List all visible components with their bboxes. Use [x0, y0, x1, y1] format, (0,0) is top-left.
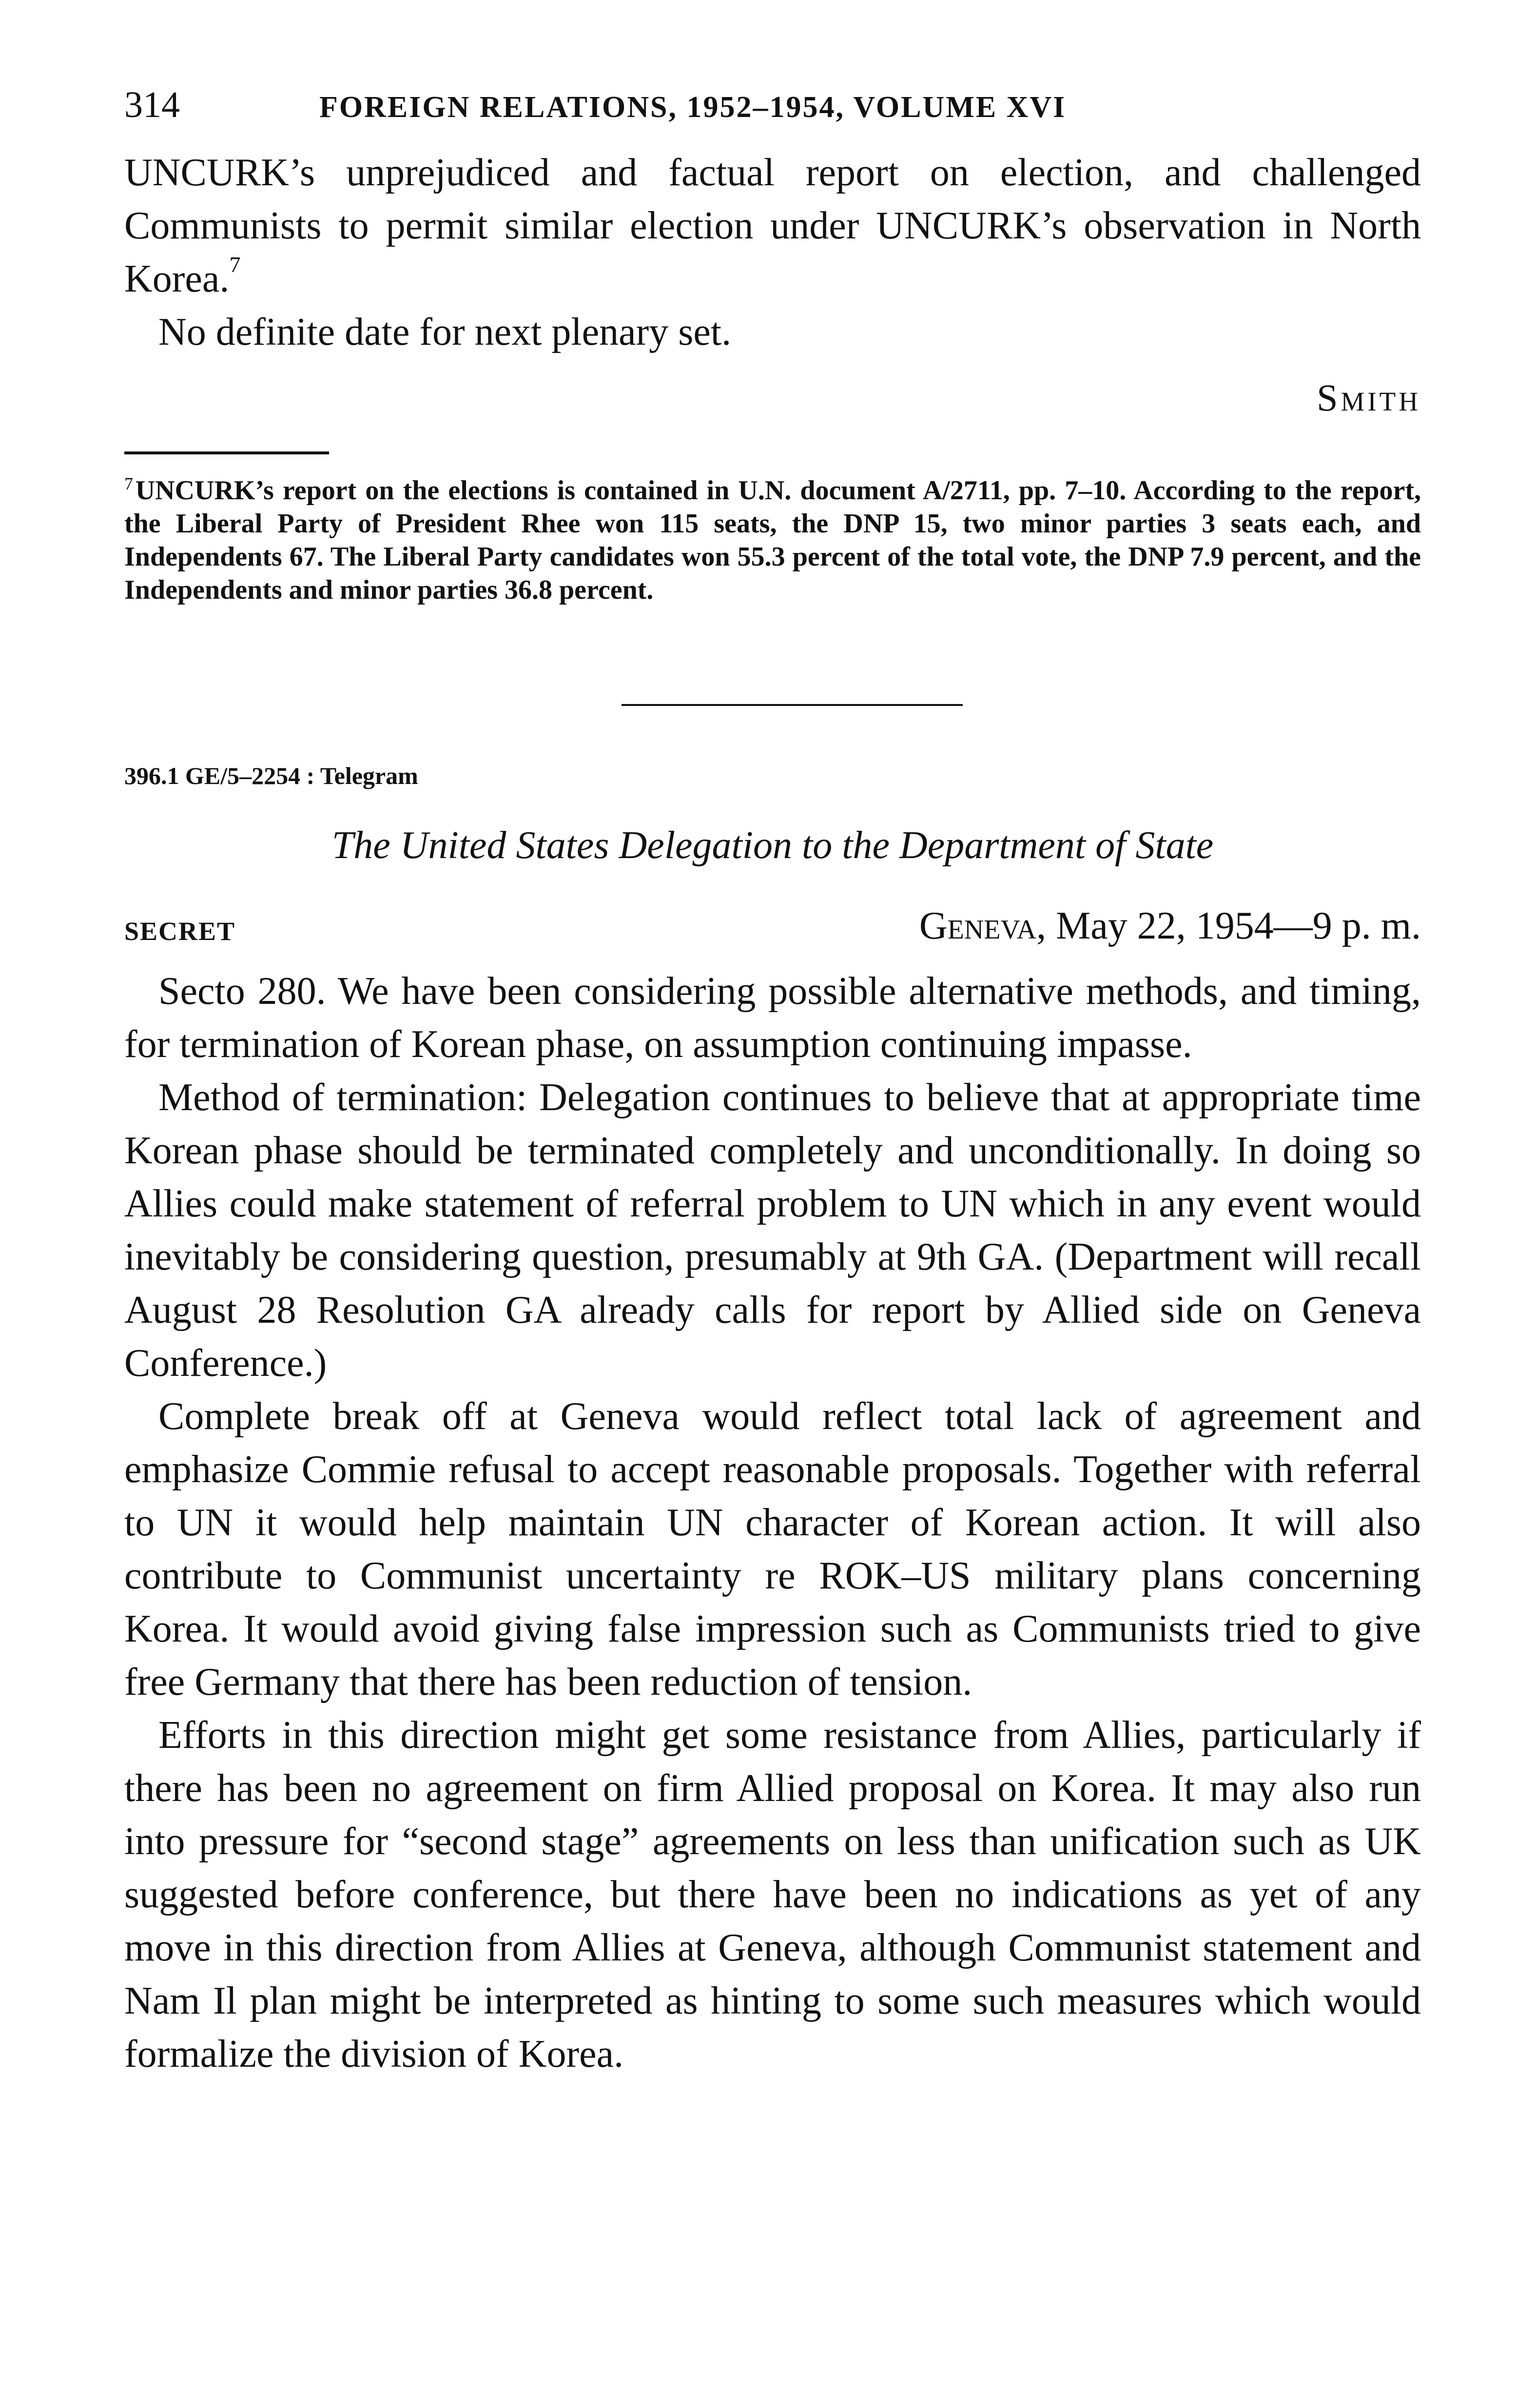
signature: Smith — [1317, 376, 1421, 419]
dateline-date: May 22, 1954—9 p. m. — [1056, 904, 1421, 947]
footnote — [124, 474, 1421, 607]
continued-paragraph — [124, 146, 1421, 306]
dateline-place: Geneva, — [919, 904, 1047, 947]
paragraph-method: Method of termination: Delegation continues to believe that at appropriate time Korean phase should be terminated completely and unconditionally. In doing so Allies could make statement of referral problem to UN which in any event would inevitably be considering question, presumably at 9th GA. (Department will recall August 28 Resolution GA already calls for report by Allied side on Geneva Conference.) — [124, 1076, 1421, 1385]
paragraph-efforts: Efforts in this direction might get some resistance from Allies, particularly if there has been no agreement on firm Allied proposal on Korea. It may also run into pressure for “second stage” agreements on less than unification such as UK suggested before conference, but there have been no indications as yet of any move in this direction from Allies at Geneva, although Communist statement and Nam Il plan might be interpreted as hinting to some such measures which would formalize the division of Korea. — [124, 1714, 1421, 2075]
document-page — [124, 73, 1421, 2081]
page-number: 314 — [124, 84, 180, 125]
classification-label: SECRET — [124, 917, 236, 946]
footnote-rule — [124, 451, 329, 454]
dateline — [919, 901, 1421, 950]
document-title: The United States Delegation to the Department of State — [331, 824, 1214, 867]
paragraph-break-off: Complete break off at Geneva would reflect total lack of agreement and emphasize Commie refusal to accept reasonable proposals. Together with referral to UN it would help maintain UN character of Korean action. It will also contribute to Communist uncertainty re ROK–US military plans concerning Korea. It would avoid giving false impression such as Communists tried to give free Germany that there has been reduction of tension. — [124, 1395, 1421, 1703]
footnote-text: UNCURK’s report on the elections is contained in U.N. document A/2711, pp. 7–10. According to the report, the Liberal Party of President Rhee won 115 seats, the DNP 15, two minor parties 3 seats each, and Independents 67. The Liberal Party candidates won 55.3 percent of the total vote, the DNP 7.9 percent, and the Independents and minor parties 36.8 percent. — [124, 475, 1421, 605]
footnote-reference: 7 — [229, 252, 241, 277]
continued-paragraph-text: UNCURK’s unprejudiced and factual report on election, and challenged Communists to permit similar election under UNCURK’s observation in North Korea. — [124, 151, 1421, 300]
paragraph-secto: Secto 280. We have been considering possible alternative methods, and timing, for termination of Korean phase, on assumption continuing impasse. — [124, 970, 1421, 1066]
document-separator — [622, 704, 963, 706]
running-title: FOREIGN RELATIONS, 1952–1954, VOLUME XVI — [319, 91, 1067, 124]
footnote-marker: 7 — [124, 474, 133, 493]
plenary-paragraph: No definite date for next plenary set. — [158, 311, 732, 353]
file-reference: 396.1 GE/5–2254 : Telegram — [124, 762, 418, 789]
running-header — [124, 73, 1421, 146]
dateline-row — [124, 901, 1421, 955]
